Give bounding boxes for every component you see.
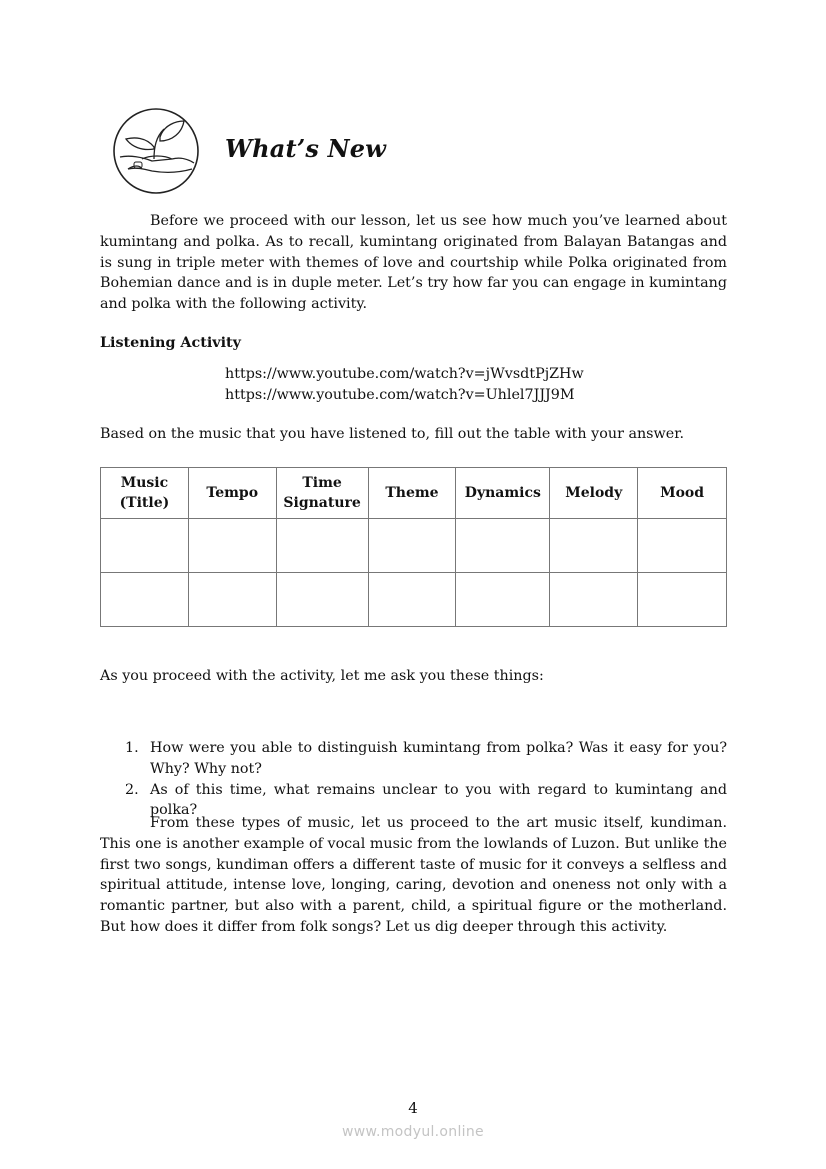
listening-activity-heading: Listening Activity bbox=[100, 335, 241, 351]
answer-cell[interactable] bbox=[188, 519, 276, 573]
header-theme: Theme bbox=[368, 468, 456, 519]
header-tempo: Tempo bbox=[188, 468, 276, 519]
question-text: How were you able to distinguish kumintang from polka? Was it easy for you? Why? Why not? bbox=[150, 740, 727, 777]
question-number: 1. bbox=[125, 740, 139, 756]
question-item bbox=[100, 738, 727, 780]
activity-table bbox=[100, 467, 727, 627]
table-row bbox=[101, 573, 727, 627]
question-text: As of this time, what remains unclear to you with regard to kumintang and polka? bbox=[150, 781, 727, 819]
answer-cell[interactable] bbox=[276, 573, 368, 627]
intro-paragraph bbox=[100, 211, 727, 315]
table-header-row bbox=[101, 468, 727, 519]
closing-paragraph bbox=[100, 813, 727, 938]
youtube-link-1[interactable]: https://www.youtube.com/watch?v=jWvsdtPjZHw bbox=[225, 366, 584, 382]
seedling-in-hand-icon bbox=[112, 107, 200, 195]
answer-cell[interactable] bbox=[456, 519, 550, 573]
answer-cell[interactable] bbox=[550, 519, 638, 573]
watermark: www.modyul.online bbox=[342, 1124, 484, 1140]
header-time-signature: Time Signature bbox=[276, 468, 368, 519]
header-mood: Mood bbox=[638, 468, 727, 519]
page-number: 4 bbox=[408, 1099, 418, 1117]
answer-cell[interactable] bbox=[188, 573, 276, 627]
intro-paragraph-text: Before we proceed with our lesson, let us see how much you’ve learned about kumintang and polka. As to recall, kumintang originated from Balayan Batangas and is sung in triple meter with themes of love and courtship while Polka originated from Bohemian dance and is in duple meter. Let’s try how far you can engage in kumintang and polka with the following activity. bbox=[100, 213, 727, 313]
answer-cell[interactable] bbox=[550, 573, 638, 627]
header-dynamics: Dynamics bbox=[456, 468, 550, 519]
answer-cell[interactable] bbox=[456, 573, 550, 627]
question-list bbox=[100, 738, 727, 821]
header-melody: Melody bbox=[550, 468, 638, 519]
answer-cell[interactable] bbox=[101, 519, 189, 573]
question-number: 2. bbox=[125, 781, 139, 798]
answer-cell[interactable] bbox=[638, 519, 727, 573]
youtube-link-2[interactable]: https://www.youtube.com/watch?v=Uhlel7JJJ9M bbox=[225, 387, 575, 403]
table-instruction: Based on the music that you have listened to, fill out the table with your answer. bbox=[100, 426, 685, 442]
answer-cell[interactable] bbox=[368, 573, 456, 627]
answer-cell[interactable] bbox=[101, 573, 189, 627]
answer-cell[interactable] bbox=[368, 519, 456, 573]
section-title: What’s New bbox=[225, 134, 387, 163]
questions-lead: As you proceed with the activity, let me ask you these things: bbox=[100, 668, 544, 684]
answer-cell[interactable] bbox=[276, 519, 368, 573]
header-music-title: Music (Title) bbox=[101, 468, 189, 519]
closing-paragraph-text: From these types of music, let us proceed to the art music itself, kundiman. This one is another example of vocal music from the lowlands of Luzon. But unlike the first two songs, kundiman offers a different taste of music for it conveys a selfless and spiritual attitude, intense love, longing, caring, devotion and oneness not only with a romantic partner, but also with a parent, child, a spiritual figure or the motherland. But how does it differ from folk songs? Let us dig deeper through this activity. bbox=[100, 815, 727, 935]
listening-links bbox=[225, 364, 584, 406]
answer-cell[interactable] bbox=[638, 573, 727, 627]
table-row bbox=[101, 519, 727, 573]
